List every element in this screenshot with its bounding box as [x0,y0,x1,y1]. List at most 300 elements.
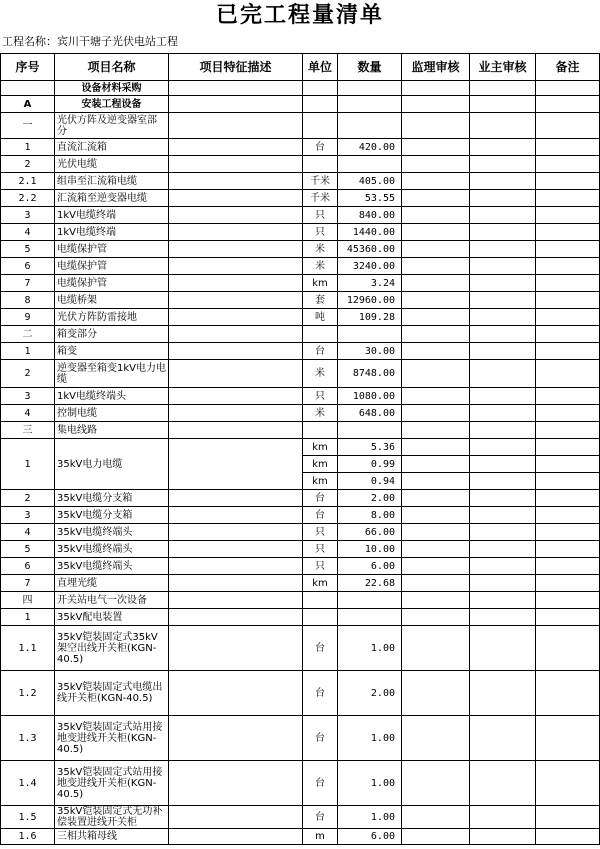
cell-no: 1.2 [1,671,55,716]
cell-remark [536,558,600,575]
cell-remark [536,241,600,258]
cell-qty: 12960.00 [338,292,402,309]
project-name: 宾川干塘子光伏电站工程 [57,35,178,48]
cell-unit [303,113,338,139]
cell-remark [536,207,600,224]
cell-owner [470,524,536,541]
cell-owner [470,326,536,343]
cell-desc [169,541,303,558]
cell-no: 1.1 [1,626,55,671]
cell-no: 7 [1,275,55,292]
cell-qty: 1080.00 [338,388,402,405]
cell-desc [169,326,303,343]
cell-no: 2 [1,360,55,388]
col-header-qty: 数量 [338,54,402,81]
cell-no: 2.2 [1,190,55,207]
cell-desc [169,207,303,224]
cell-unit: 只 [303,541,338,558]
cell-owner [470,139,536,156]
cell-no: 1 [1,609,55,626]
table-row [1,761,600,806]
cell-remark [536,490,600,507]
cell-desc [169,524,303,541]
cell-name: 35kV电力电缆 [55,439,169,490]
cell-name: 1kV电缆终端头 [55,388,169,405]
cell-remark [536,626,600,671]
cell-supervisor [402,224,470,241]
cell-qty: 2.00 [338,490,402,507]
cell-unit: 米 [303,241,338,258]
cell-qty: 1.00 [338,626,402,671]
table-row [1,490,600,507]
cell-owner [470,422,536,439]
table-row [1,716,600,761]
cell-desc [169,388,303,405]
cell-remark [536,524,600,541]
cell-owner [470,671,536,716]
cell-desc [169,626,303,671]
cell-supervisor [402,439,470,456]
cell-supervisor [402,275,470,292]
cell-unit [303,422,338,439]
cell-no: 2 [1,490,55,507]
cell-desc [169,716,303,761]
cell-qty: 648.00 [338,405,402,422]
cell-desc [169,96,303,113]
cell-supervisor [402,558,470,575]
cell-owner [470,258,536,275]
cell-qty: 6.00 [338,829,402,845]
cell-name: 电缆保护管 [55,241,169,258]
cell-unit: 台 [303,139,338,156]
cell-remark [536,224,600,241]
cell-name: 三相共箱母线 [55,829,169,845]
table-row [1,439,600,456]
table-row [1,343,600,360]
cell-supervisor [402,81,470,96]
table-row [1,558,600,575]
cell-name: 组串至汇流箱电缆 [55,173,169,190]
cell-unit: km [303,575,338,592]
cell-supervisor [402,592,470,609]
table-row [1,241,600,258]
cell-name: 35kV电缆分支箱 [55,490,169,507]
cell-owner [470,388,536,405]
cell-owner [470,439,536,456]
table-row [1,292,600,309]
cell-name: 35kV铠装固定式站用接地变进线开关柜(KGN-40.5) [55,716,169,761]
cell-no: 4 [1,405,55,422]
cell-desc [169,405,303,422]
cell-no: 2.1 [1,173,55,190]
cell-name: 35kV铠装固定式站用接地变进线开关柜(KGN-40.5) [55,761,169,806]
cell-supervisor [402,541,470,558]
col-header-owner: 业主审核 [470,54,536,81]
table-row [1,422,600,439]
cell-supervisor [402,806,470,829]
cell-name: 电缆桥架 [55,292,169,309]
cell-qty [338,156,402,173]
cell-unit [303,326,338,343]
cell-desc [169,343,303,360]
cell-no: 1 [1,439,55,490]
cell-no: 3 [1,507,55,524]
cell-supervisor [402,326,470,343]
table-row [1,156,600,173]
cell-desc [169,360,303,388]
cell-name: 光伏方阵防雷接地 [55,309,169,326]
cell-unit: 台 [303,716,338,761]
cell-qty: 66.00 [338,524,402,541]
cell-name: 设备材料采购 [55,81,169,96]
cell-unit: 台 [303,626,338,671]
cell-supervisor [402,258,470,275]
cell-desc [169,490,303,507]
cell-qty: 0.94 [338,473,402,490]
cell-unit: 套 [303,292,338,309]
cell-name: 直埋光缆 [55,575,169,592]
document-title: 已完工程量清单 [215,3,384,28]
cell-owner [470,592,536,609]
cell-owner [470,609,536,626]
cell-supervisor [402,96,470,113]
table-row [1,405,600,422]
cell-qty: 8.00 [338,507,402,524]
cell-remark [536,456,600,473]
cell-owner [470,490,536,507]
cell-desc [169,258,303,275]
cell-supervisor [402,473,470,490]
cell-name: 集电线路 [55,422,169,439]
cell-desc [169,609,303,626]
cell-desc [169,761,303,806]
col-header-remark: 备注 [536,54,600,81]
cell-unit: km [303,473,338,490]
cell-name: 35kV铠装固定式电缆出线开关柜(KGN-40.5) [55,671,169,716]
cell-remark [536,592,600,609]
cell-qty [338,326,402,343]
cell-name: 光伏电缆 [55,156,169,173]
cell-desc [169,671,303,716]
cell-remark [536,422,600,439]
col-header-no: 序号 [1,54,55,81]
cell-name: 35kV电缆终端头 [55,541,169,558]
cell-supervisor [402,388,470,405]
cell-name: 1kV电缆终端 [55,207,169,224]
cell-name: 逆变器至箱变1kV电力电缆 [55,360,169,388]
header-row [1,54,600,81]
cell-remark [536,541,600,558]
cell-owner [470,716,536,761]
table-row [1,541,600,558]
cell-owner [470,207,536,224]
cell-name: 35kV铠装固定式35kV架空出线开关柜(KGN-40.5) [55,626,169,671]
cell-qty [338,113,402,139]
cell-qty: 30.00 [338,343,402,360]
cell-desc [169,241,303,258]
cell-unit: 千米 [303,173,338,190]
cell-remark [536,405,600,422]
cell-no: 2 [1,156,55,173]
cell-no: 5 [1,541,55,558]
cell-supervisor [402,360,470,388]
cell-owner [470,761,536,806]
cell-unit: 只 [303,524,338,541]
cell-remark [536,343,600,360]
cell-unit: 只 [303,224,338,241]
cell-supervisor [402,524,470,541]
cell-qty: 53.55 [338,190,402,207]
table-row [1,139,600,156]
table-row [1,592,600,609]
cell-owner [470,507,536,524]
cell-qty: 405.00 [338,173,402,190]
cell-qty [338,96,402,113]
cell-qty [338,592,402,609]
cell-qty: 3240.00 [338,258,402,275]
table-row [1,524,600,541]
col-header-unit: 单位 [303,54,338,81]
cell-supervisor [402,761,470,806]
cell-remark [536,173,600,190]
cell-remark [536,609,600,626]
cell-no: 4 [1,224,55,241]
cell-name: 控制电缆 [55,405,169,422]
cell-qty: 0.99 [338,456,402,473]
cell-desc [169,439,303,490]
cell-desc [169,575,303,592]
cell-supervisor [402,716,470,761]
cell-no: 4 [1,524,55,541]
cell-no: 四 [1,592,55,609]
cell-name: 35kV电缆终端头 [55,524,169,541]
table-row [1,829,600,845]
cell-remark [536,139,600,156]
project-label: 工程名称： [2,35,57,48]
table-row [1,806,600,829]
cell-qty: 1440.00 [338,224,402,241]
cell-supervisor [402,309,470,326]
cell-no: 三 [1,422,55,439]
cell-name: 光伏方阵及逆变器室部分 [55,113,169,139]
table-row [1,671,600,716]
table-row [1,96,600,113]
col-header-name: 项目名称 [55,54,169,81]
cell-supervisor [402,422,470,439]
cell-no: 3 [1,388,55,405]
col-header-supervisor: 监理审核 [402,54,470,81]
table-row [1,81,600,96]
cell-desc [169,173,303,190]
cell-unit [303,81,338,96]
cell-unit: 千米 [303,190,338,207]
cell-no: 1.3 [1,716,55,761]
cell-owner [470,292,536,309]
cell-supervisor [402,207,470,224]
cell-remark [536,716,600,761]
cell-remark [536,113,600,139]
cell-desc [169,139,303,156]
table-row [1,360,600,388]
cell-desc [169,507,303,524]
table-row [1,173,600,190]
table-row [1,609,600,626]
cell-supervisor [402,241,470,258]
table-row [1,207,600,224]
cell-unit: m [303,829,338,845]
cell-qty: 2.00 [338,671,402,716]
cell-name: 1kV电缆终端 [55,224,169,241]
cell-owner [470,113,536,139]
cell-name: 安装工程设备 [55,96,169,113]
cell-unit: 米 [303,360,338,388]
cell-unit [303,156,338,173]
cell-qty: 840.00 [338,207,402,224]
cell-unit: 台 [303,343,338,360]
cell-desc [169,309,303,326]
cell-unit [303,609,338,626]
cell-name: 直流汇流箱 [55,139,169,156]
cell-remark [536,275,600,292]
cell-remark [536,671,600,716]
cell-unit [303,592,338,609]
table-row [1,309,600,326]
cell-owner [470,156,536,173]
cell-supervisor [402,292,470,309]
cell-unit: km [303,275,338,292]
cell-unit: 米 [303,258,338,275]
cell-owner [470,575,536,592]
cell-owner [470,96,536,113]
table-row [1,275,600,292]
cell-no: 3 [1,207,55,224]
cell-remark [536,292,600,309]
table-row [1,258,600,275]
col-header-desc: 项目特征描述 [169,54,303,81]
cell-remark [536,388,600,405]
cell-unit: 只 [303,388,338,405]
cell-owner [470,275,536,292]
cell-supervisor [402,829,470,845]
cell-qty: 420.00 [338,139,402,156]
cell-owner [470,806,536,829]
cell-supervisor [402,190,470,207]
cell-desc [169,292,303,309]
cell-owner [470,81,536,96]
cell-remark [536,829,600,845]
cell-owner [470,541,536,558]
cell-owner [470,626,536,671]
cell-name: 35kV电缆分支箱 [55,507,169,524]
cell-desc [169,558,303,575]
cell-owner [470,224,536,241]
cell-no: A [1,96,55,113]
cell-remark [536,575,600,592]
cell-supervisor [402,609,470,626]
cell-no: 1.6 [1,829,55,845]
table-row [1,388,600,405]
cell-remark [536,309,600,326]
cell-no: 1.5 [1,806,55,829]
cell-qty: 1.00 [338,761,402,806]
cell-owner [470,309,536,326]
cell-name: 35kV电缆终端头 [55,558,169,575]
cell-qty: 3.24 [338,275,402,292]
cell-owner [470,241,536,258]
cell-supervisor [402,671,470,716]
cell-unit: 台 [303,806,338,829]
cell-remark [536,761,600,806]
cell-qty [338,81,402,96]
cell-qty: 1.00 [338,716,402,761]
cell-owner [470,829,536,845]
cell-owner [470,343,536,360]
table-row [1,113,600,139]
cell-no: 1.4 [1,761,55,806]
cell-supervisor [402,456,470,473]
cell-qty: 5.36 [338,439,402,456]
cell-owner [470,190,536,207]
cell-remark [536,81,600,96]
cell-qty: 109.28 [338,309,402,326]
cell-no: 6 [1,258,55,275]
cell-unit: 台 [303,507,338,524]
cell-desc [169,113,303,139]
cell-unit: 吨 [303,309,338,326]
cell-unit: 只 [303,207,338,224]
cell-supervisor [402,343,470,360]
cell-owner [470,360,536,388]
cell-supervisor [402,575,470,592]
cell-desc [169,275,303,292]
cell-qty: 8748.00 [338,360,402,388]
cell-unit: 米 [303,405,338,422]
table-row [1,190,600,207]
cell-no: 5 [1,241,55,258]
cell-desc [169,829,303,845]
cell-qty: 1.00 [338,806,402,829]
cell-owner [470,456,536,473]
cell-desc [169,156,303,173]
cell-name: 电缆保护管 [55,258,169,275]
cell-remark [536,326,600,343]
cell-qty: 45360.00 [338,241,402,258]
cell-remark [536,806,600,829]
cell-supervisor [402,173,470,190]
cell-desc [169,81,303,96]
cell-no: 1 [1,139,55,156]
cell-name: 35kV配电装置 [55,609,169,626]
project-name-line [2,33,178,51]
cell-remark [536,190,600,207]
cell-desc [169,422,303,439]
cell-no: 一 [1,113,55,139]
quantity-table [0,53,600,845]
cell-qty: 22.68 [338,575,402,592]
cell-qty: 6.00 [338,558,402,575]
table-row [1,626,600,671]
cell-supervisor [402,626,470,671]
cell-remark [536,507,600,524]
cell-name: 箱变 [55,343,169,360]
cell-name: 汇流箱至逆变器电缆 [55,190,169,207]
cell-no [1,81,55,96]
cell-no: 8 [1,292,55,309]
cell-name: 箱变部分 [55,326,169,343]
cell-supervisor [402,405,470,422]
cell-no: 9 [1,309,55,326]
cell-owner [470,405,536,422]
